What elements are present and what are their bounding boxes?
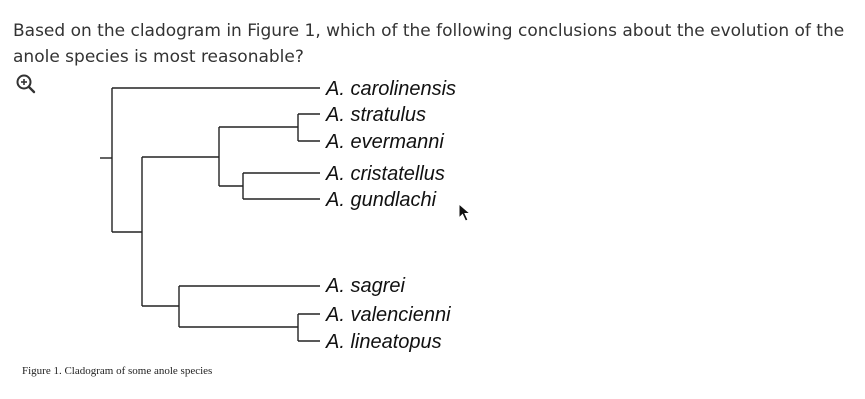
taxon-label: A. evermanni [326, 131, 444, 153]
figure-caption: Figure 1. Cladogram of some anole species [22, 365, 213, 377]
question-text: Based on the cladogram in Figure 1, which of the following conclusions about the evolution of the anole species is most reasonable? [13, 21, 845, 67]
mouse-pointer-icon [458, 203, 472, 223]
taxon-label: A. carolinensis [326, 78, 457, 100]
taxon-label: A. lineatopus [326, 331, 442, 353]
cladogram-branches [100, 88, 320, 341]
taxon-labels [325, 78, 456, 353]
taxon-label: A. cristatellus [326, 163, 445, 185]
taxon-label: A. gundlachi [326, 189, 437, 211]
taxon-label: A. stratulus [326, 104, 427, 126]
taxon-label: A. valencienni [326, 304, 451, 326]
taxon-label: A. sagrei [326, 275, 405, 297]
